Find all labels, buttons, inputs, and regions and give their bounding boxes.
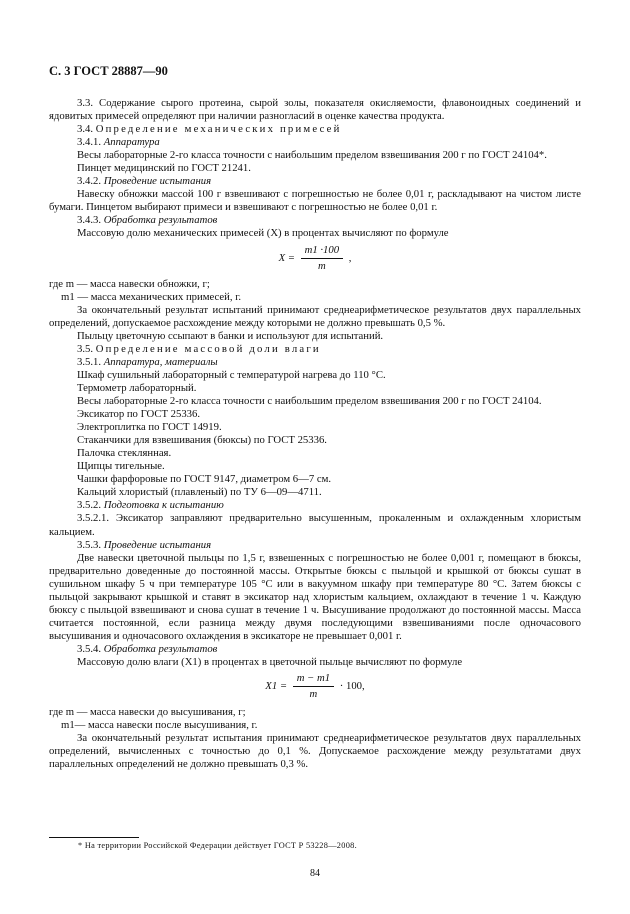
list-item: Весы лабораторные 2-го класса точности с наибольшим пределом взвешивания 200 г по ГОСТ 24104. xyxy=(77,395,542,408)
formula-fraction xyxy=(301,244,343,273)
section-title: Определение механических примесей xyxy=(95,123,342,136)
paragraph-3-3: 3.3. Содержание сырого протеина, сырой золы, показателя окисляемости, флавоноидных соединений и ядовитых примесей определяют при наличии разногласий в оценке качества продукта. xyxy=(49,97,581,123)
paragraph-where-m-dry: где m — масса навески до высушивания, г; xyxy=(49,706,246,719)
subsection-3-5-2-heading xyxy=(49,499,581,512)
formula-impurities xyxy=(49,244,581,273)
paragraph-desiccator: 3.5.2.1. Эксикатор заправляют предварительно высушенным, прокаленным и охлажденным хлористым кальцием. xyxy=(49,512,581,538)
formula-numerator: m − m1 xyxy=(293,672,334,687)
formula-tail: , xyxy=(348,251,352,264)
section-number: 3.4.2. xyxy=(77,175,102,188)
list-item: Электроплитка по ГОСТ 14919. xyxy=(77,421,222,434)
section-title: Подготовка к испытанию xyxy=(103,499,224,512)
subsection-3-4-3-heading xyxy=(49,214,581,227)
paragraph-tweezers: Пинцет медицинский по ГОСТ 21241. xyxy=(77,162,251,175)
section-number: 3.5.4. xyxy=(77,642,102,655)
list-item: Эксикатор по ГОСТ 25336. xyxy=(77,408,201,421)
formula-numerator: m1 ·100 xyxy=(301,244,343,259)
list-item: Палочка стеклянная. xyxy=(77,447,172,460)
subsection-3-5-4-heading xyxy=(49,643,581,656)
formula-fraction xyxy=(293,672,334,701)
formula-moisture xyxy=(49,672,581,701)
section-title: Обработка результатов xyxy=(103,642,218,655)
section-number: 3.4. xyxy=(77,123,94,136)
section-title: Проведение испытания xyxy=(103,538,212,551)
section-title: Аппаратура, материалы xyxy=(103,355,218,368)
paragraph-final-result-moisture: За окончательный результат испытания принимают среднеарифметическое результатов двух параллельных определений, вычисленных с точностью до 0,1 %. Допускаемое расхождение между результатами двух параллельных определений не должно превышать 0,3 %. xyxy=(49,732,581,771)
formula-denominator: m xyxy=(309,688,318,701)
paragraph-pollen-storage: Пыльцу цветочную ссыпают в банки и используют для испытаний. xyxy=(77,329,384,342)
formula-lhs: X = xyxy=(278,251,295,264)
paragraph-test-procedure: Навеску обножки массой 100 г взвешивают с погрешностью не более 0,01 г, раскладывают на чистом листе бумаги. Пинцетом выбирают примеси и взвешивают с погрешностью не более 0,01 г. xyxy=(49,188,581,214)
list-item: Термометр лабораторный. xyxy=(77,381,197,394)
paragraph-where-m1-dry: m1— масса навески после высушивания, г. xyxy=(61,719,258,732)
section-title: Обработка результатов xyxy=(103,214,218,227)
section-title: Определение массовой доли влаги xyxy=(95,342,321,355)
subsection-3-4-1-heading xyxy=(49,136,581,149)
page-number: 84 xyxy=(310,868,320,879)
list-item: Кальций хлористый (плавленый) по ТУ 6—09—4711. xyxy=(77,486,322,499)
paragraph-drying-procedure: Две навески цветочной пыльцы по 1,5 г, взвешенных с погрешностью не более 0,001 г, помещают в бюксы, предварительно доведенные до постоянной массы. Открытые бюксы с пыльцой и крышкой от бюксы сушат в сушильном шкафу 5 ч при температуре 105 °С или в вакуумном шкафу при температуре 80 °С. Затем бюксы с пыльцой закрывают крышкой и ставят в эксикатор над хлористым кальцием, охлаждают в течение 1 ч. Каждую бюксу с пыльцой взвешивают и снова сушат в течение 1 ч. Высушивание продолжают до постоянной массы. Масса считается постоянной, если разница между двумя последующими взвешиваниями после одночасового высушивания и одночасового охлаждения в эксикаторе не превышает 0,001 г. xyxy=(49,551,581,642)
paragraph-scales: Весы лабораторные 2-го класса точности с наибольшим пределом взвешивания 200 г по ГОСТ 24104*. xyxy=(77,149,547,162)
section-number: 3.5. xyxy=(77,342,94,355)
running-header: С. 3 ГОСТ 28887—90 xyxy=(49,64,168,78)
section-title: Аппаратура xyxy=(103,136,160,149)
formula-denominator: m xyxy=(318,259,326,272)
section-3-5-heading xyxy=(49,343,581,356)
formula-tail: · 100, xyxy=(339,680,365,693)
section-3-4-heading xyxy=(49,123,581,136)
list-item: Чашки фарфоровые по ГОСТ 9147, диаметром 6—7 см. xyxy=(77,473,332,486)
formula-lhs: X1 = xyxy=(265,680,288,693)
paragraph-moisture-formula-intro: Массовую долю влаги (X1) в процентах в цветочной пыльце вычисляют по формуле xyxy=(77,655,463,668)
section-number: 3.5.2. xyxy=(77,499,102,512)
section-number: 3.4.1. xyxy=(77,136,102,149)
subsection-3-5-3-heading xyxy=(49,539,581,552)
section-number: 3.5.3. xyxy=(77,538,102,551)
section-number: 3.5.1. xyxy=(77,355,102,368)
footnote: * На территории Российской Федерации действует ГОСТ Р 53228—2008. xyxy=(78,841,357,850)
list-item: Стаканчики для взвешивания (бюксы) по ГОСТ 25336. xyxy=(77,434,327,447)
paragraph-formula-intro: Массовую долю механических примесей (X) в процентах вычисляют по формуле xyxy=(77,227,449,240)
list-item: Щипцы тигельные. xyxy=(77,460,165,473)
paragraph-final-result: За окончательный результат испытаний принимают среднеарифметическое результатов двух параллельных определений, допускаемое расхождение между которыми не должно превышать 0,5 %. xyxy=(49,303,581,329)
footnote-divider xyxy=(49,837,139,838)
subsection-3-5-1-heading xyxy=(49,356,581,369)
section-title: Проведение испытания xyxy=(103,175,212,188)
section-number: 3.4.3. xyxy=(77,214,102,227)
document-body xyxy=(49,97,581,771)
subsection-3-4-2-heading xyxy=(49,175,581,188)
paragraph-where-m: где m — масса навески обножки, г; xyxy=(49,277,210,290)
list-item: Шкаф сушильный лабораторный с температурой нагрева до 110 °С. xyxy=(77,368,386,381)
paragraph-where-m1: m1 — масса механических примесей, г. xyxy=(61,290,242,303)
